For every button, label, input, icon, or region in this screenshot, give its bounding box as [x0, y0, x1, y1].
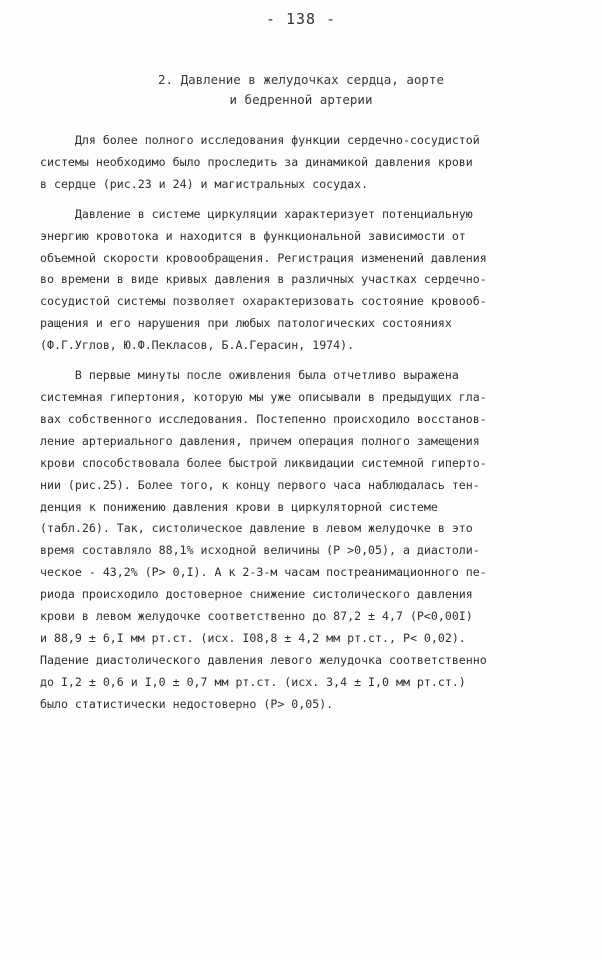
- text-line: ращения и его нарушения при любых патологических состояниях: [40, 316, 452, 331]
- text-line: крови в левом желудочке соответственно до 87,2 ± 4,7 (P<0,00I): [40, 609, 473, 624]
- text-line: Падение диастолического давления левого желудочка соответственно: [40, 652, 487, 667]
- text-line: во времени в виде кривых давления в различных участках сердечно-: [40, 272, 487, 287]
- paragraph: [40, 365, 580, 716]
- text-line: денция к понижению давления крови в циркуляторной системе: [40, 499, 438, 514]
- paragraph: [40, 130, 580, 196]
- text-line: до I,2 ± 0,6 и I,0 ± 0,7 мм рт.ст. (исх. 3,4 ± I,0 мм рт.ст.): [40, 674, 466, 689]
- text-line: Для более полного исследования функции сердечно-сосудистой: [40, 133, 480, 147]
- text-line: Давление в системе циркуляции характеризует потенциальную: [40, 206, 473, 221]
- text-line: крови способствовала более быстрой ликвидации системной гиперто-: [40, 455, 487, 470]
- text-line: и 88,9 ± 6,I мм рт.ст. (исх. I08,8 ± 4,2 мм рт.ст., P< 0,02).: [40, 630, 466, 645]
- text-line: сосудистой системы позволяет охарактеризовать состояние кровооб-: [40, 294, 487, 309]
- text-line: время составляло 88,1% исходной величины (P >0,05), а диастоли-: [40, 543, 480, 558]
- body-text: [40, 130, 580, 716]
- text-line: системная гипертония, которую мы уже описывали в предыдущих гла-: [40, 389, 487, 404]
- text-line: вах собственного исследования. Постепенно происходило восстанов-: [40, 411, 487, 426]
- text-line: было статистически недостоверно (P> 0,05).: [40, 696, 334, 711]
- text-line: энергию кровотока и находится в функциональной зависимости от: [40, 228, 466, 243]
- section-heading: [0, 70, 602, 110]
- text-line: риода происходило достоверное снижение систолического давления: [40, 587, 473, 602]
- heading-line: 2. Давление в желудочках сердца, аорте: [158, 72, 444, 87]
- text-line: объемной скорости кровообращения. Регистрация изменений давления: [40, 250, 487, 265]
- text-line: нии (рис.25). Более того, к концу первого часа наблюдалась тен-: [40, 477, 480, 492]
- text-line: системы необходимо было проследить за динамикой давления крови: [40, 154, 473, 169]
- text-line: (табл.26). Так, систолическое давление в левом желудочке в это: [40, 521, 473, 536]
- paragraph: [40, 204, 580, 357]
- text-line: В первые минуты после оживления была отчетливо выражена: [40, 368, 459, 383]
- text-line: ческое - 43,2% (P> 0,I). А к 2-3-м часам постреанимационного пе-: [40, 565, 487, 580]
- text-line: ление артериального давления, причем операция полного замещения: [40, 433, 480, 448]
- text-line: в сердце (рис.23 и 24) и магистральных сосудах.: [40, 176, 369, 191]
- text-line: (Ф.Г.Углов, Ю.Ф.Пекласов, Б.А.Герасин, 1974).: [40, 338, 355, 353]
- page-number: - 138 -: [265, 10, 337, 28]
- heading-line: и бедренной артерии: [229, 92, 373, 107]
